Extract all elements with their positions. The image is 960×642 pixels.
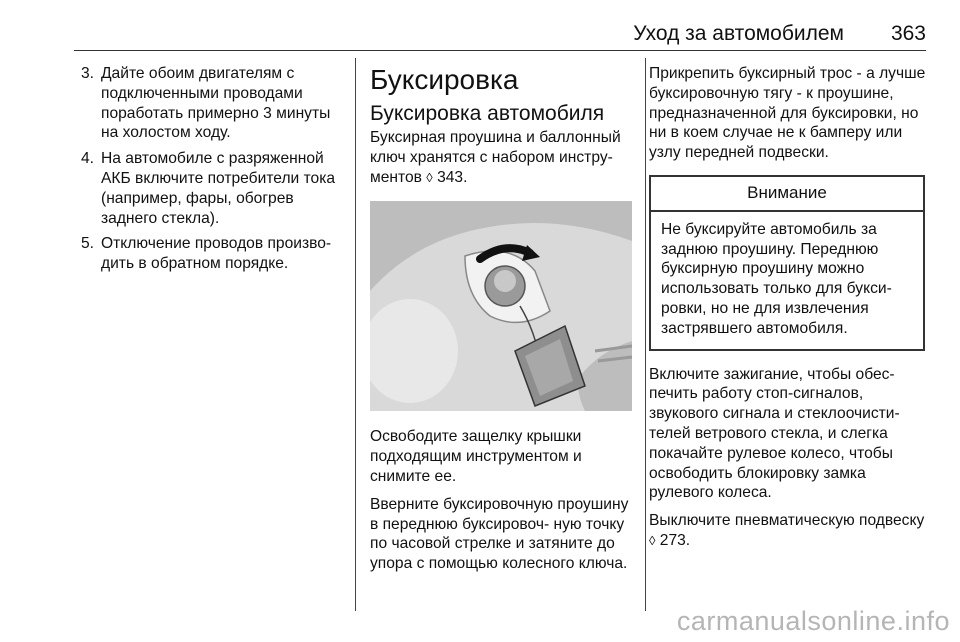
warning-title: Внимание [651, 177, 923, 212]
paragraph-ignition: Включите зажигание, чтобы обес‐ печить работу стоп-сигналов, звукового сигнала и стеклоочисти‐ телей ветрового стекла, и слегка покачайте рулевое колесо, чтобы освободить блокировку замка рулевого колеса. [649, 365, 900, 502]
warning-box [649, 175, 925, 351]
page-header [74, 22, 926, 50]
step-item [81, 149, 346, 228]
air-suspension-page-ref: 273. [659, 531, 691, 549]
column-middle [370, 64, 635, 582]
step-text: Отключение проводов произво‐ дить в обратном порядке. [101, 235, 332, 273]
towing-eye-cover-illustration [370, 201, 632, 411]
step-number: 4. [81, 150, 95, 168]
intro-paragraph [370, 128, 635, 187]
paragraph-attach-rope: Прикрепить буксирный трос - а лучше буксировочную тягу - к проушине, предназначенной для буксировки, но ни в коем случае не к бамперу или узлу передней подвески. [649, 65, 926, 162]
page-reference-icon: ◊ [649, 532, 656, 548]
watermark: carmanualsonline.info [676, 606, 950, 636]
section-subheading: Буксировка автомобиля [370, 102, 605, 125]
page-reference-icon: ◊ [426, 169, 433, 185]
header-rule [74, 50, 926, 51]
section-heading: Буксировка [370, 64, 519, 95]
paragraph-release-cover: Освободите защелку крышки подходящим инструментом и снимите ее. [370, 428, 582, 485]
warning-text: Не буксируйте автомобиль за заднюю проушину. Переднюю буксирную проушину можно использовать только для букси‐ ровки, но не для извлечения застрявшего автомобиля. [661, 220, 892, 337]
page-number: 363 [890, 22, 926, 45]
paragraph-air-suspension [649, 511, 929, 551]
step-item [81, 64, 346, 143]
step-item [81, 234, 346, 274]
step-number: 5. [81, 235, 95, 253]
column-divider-2 [645, 58, 646, 611]
steps-list [81, 64, 346, 274]
intro-page-ref: 343. [437, 168, 468, 186]
step-number: 3. [81, 65, 95, 82]
paragraph-screw-eye: Вверните буксировочную проушину в переднюю буксировоч‐ ную точку по часовой стрелке и затяните до упора с помощью колесного ключа. [370, 495, 629, 573]
column-left [81, 64, 346, 280]
intro-text: Буксирная проушина и баллонный ключ хранятся с набором инстру‐ ментов [370, 129, 621, 186]
header-title: Уход за автомобилем [633, 22, 844, 45]
air-suspension-text: Выключите пневматическую подвеску [649, 512, 925, 530]
column-right [649, 64, 929, 559]
step-text: Дайте обоим двигателям с подключенными проводами поработать примерно 3 минуты на холостом ходу. [101, 65, 331, 142]
column-divider-1 [355, 58, 356, 611]
step-text: На автомобиле с разряженной АКБ включите потребители тока (например, фары, обогрев заднего стекла). [101, 150, 336, 227]
